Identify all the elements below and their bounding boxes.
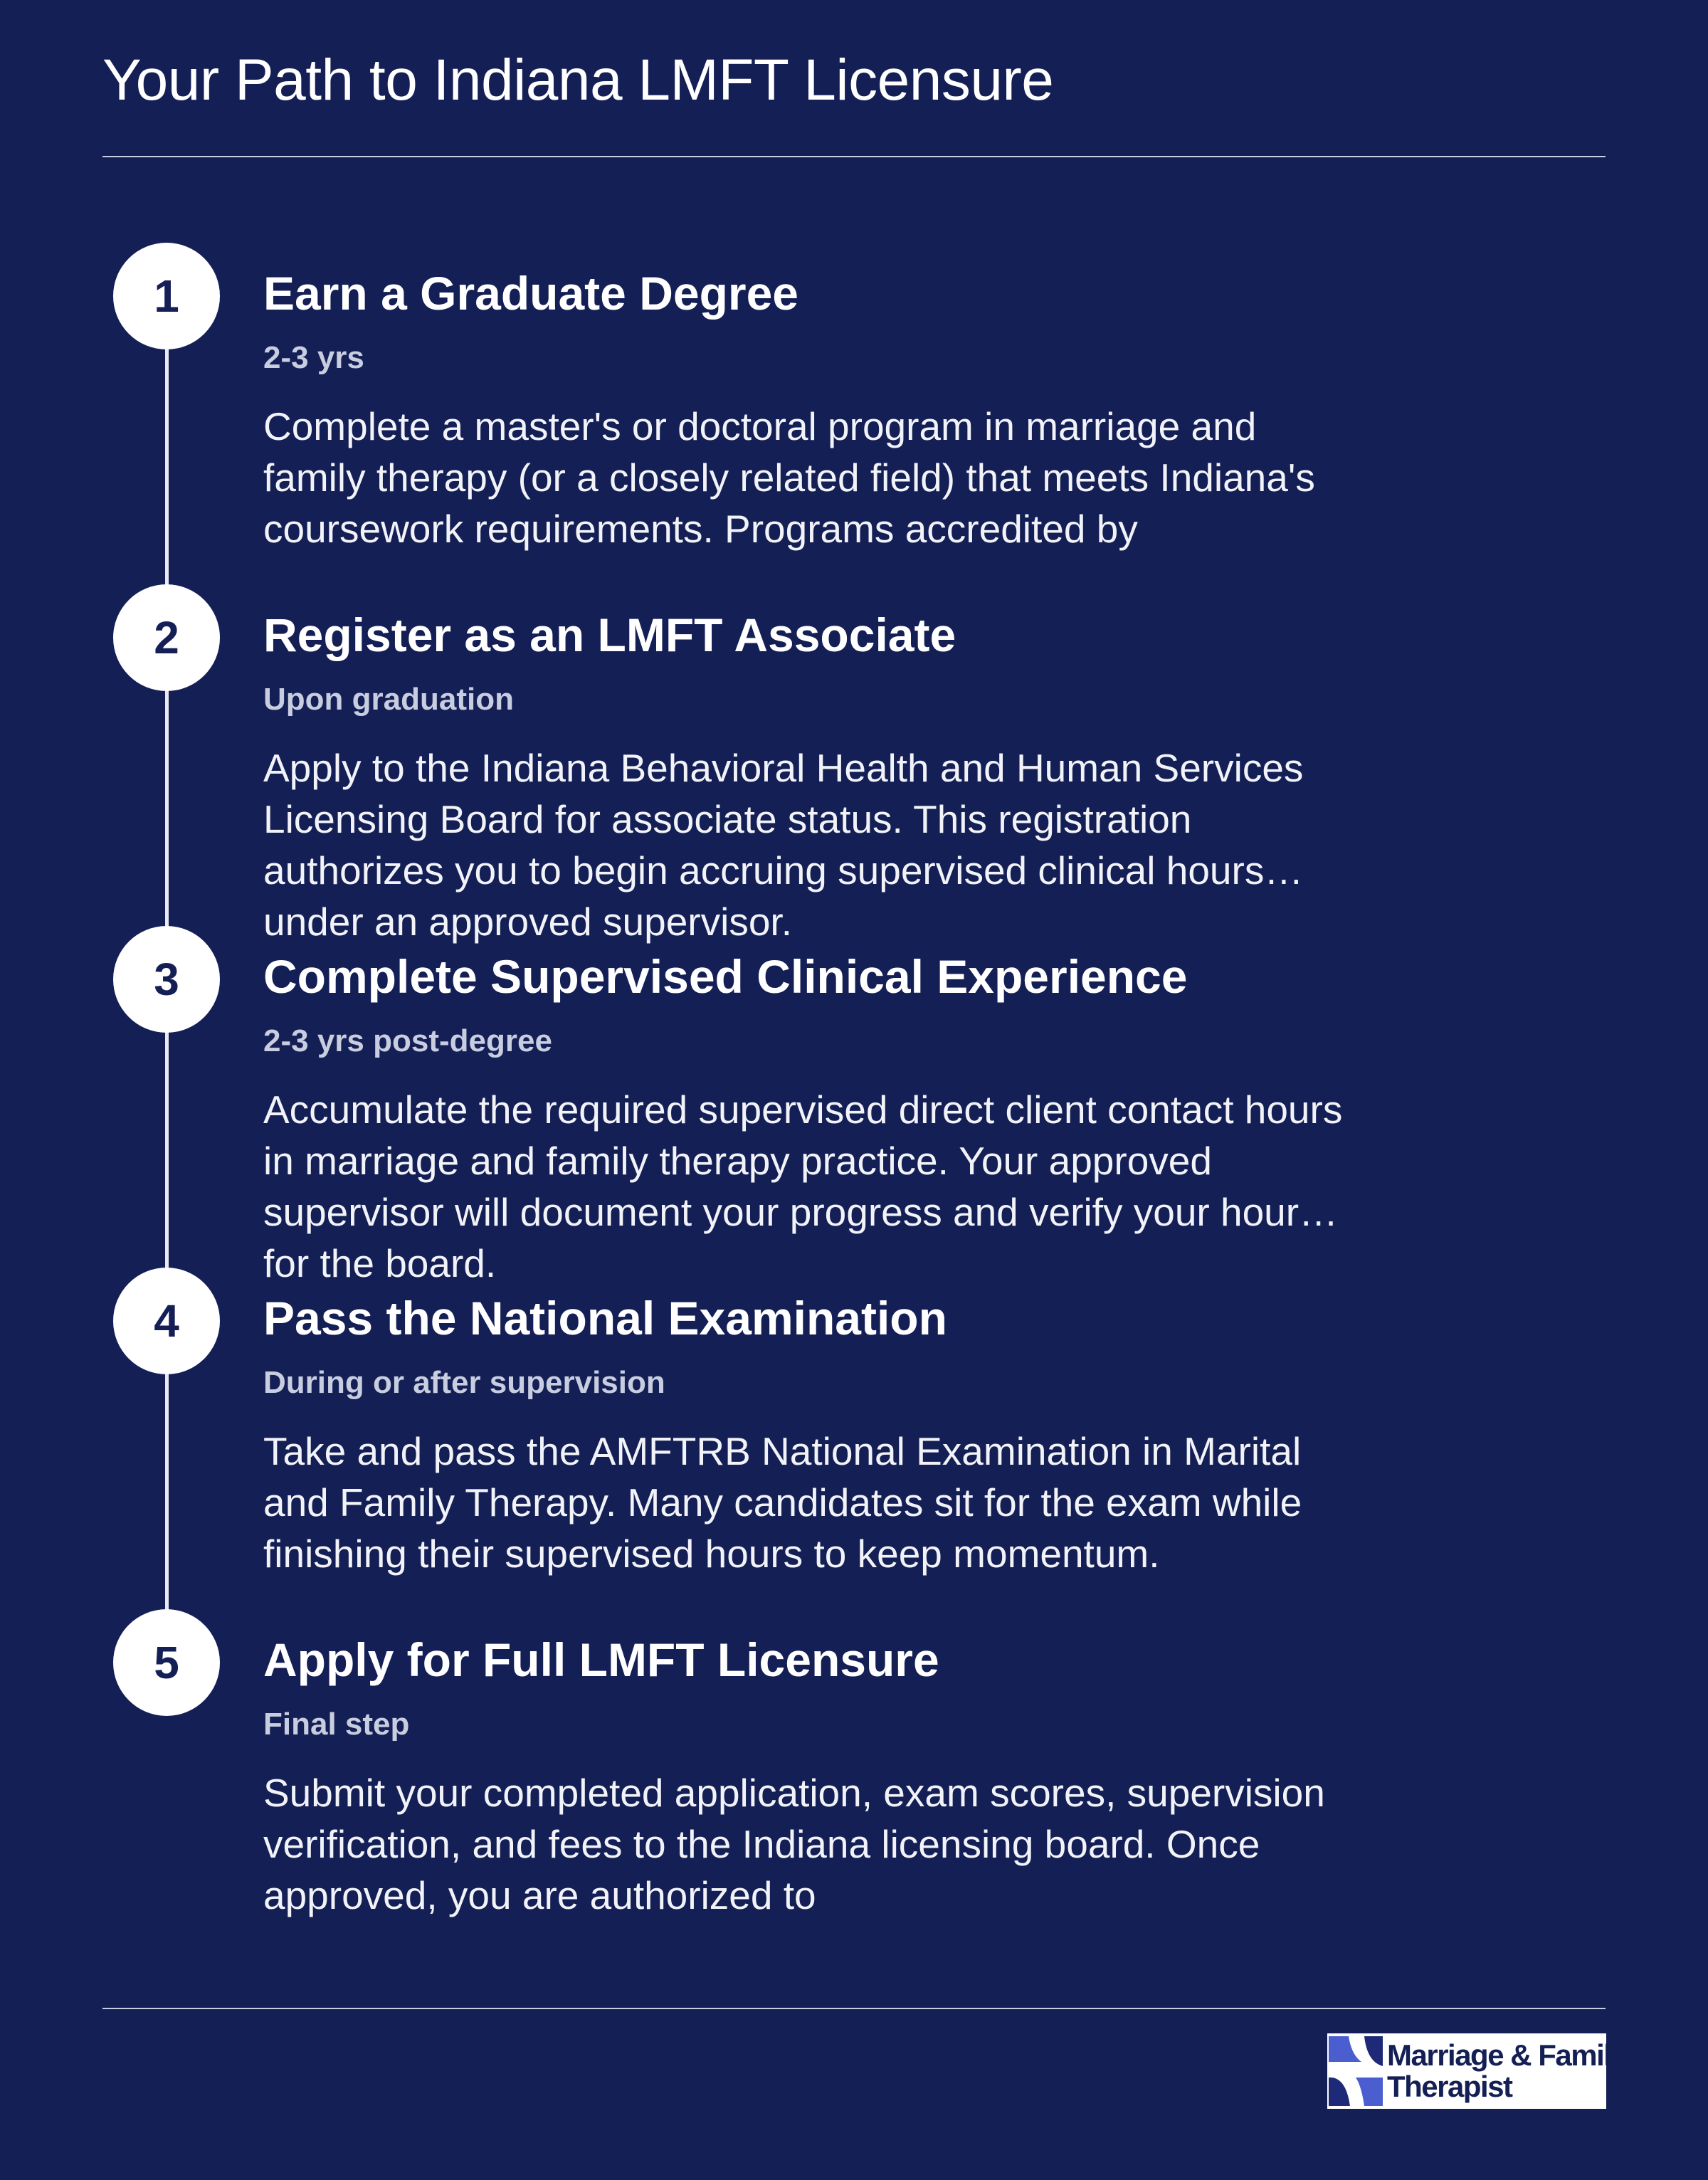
step-number-circle: 3 bbox=[113, 926, 220, 1033]
logo-line-1: Marriage & Family bbox=[1387, 2038, 1627, 2072]
step-duration: 2-3 yrs bbox=[263, 340, 364, 375]
page-title: Your Path to Indiana LMFT Licensure bbox=[102, 48, 1054, 112]
step-number-circle: 4 bbox=[113, 1268, 220, 1374]
step-1 bbox=[0, 243, 1708, 584]
step-title: Register as an LMFT Associate bbox=[263, 609, 956, 661]
logo-text bbox=[1387, 2040, 1626, 2102]
step-number-circle: 5 bbox=[113, 1609, 220, 1716]
step-description: Apply to the Indiana Behavioral Health and Human Services Licensing Board for associate status. This registration authorizes you to begin accruing supervised clinical hours under an approved supervisor. bbox=[263, 746, 1304, 944]
header-divider bbox=[102, 156, 1606, 157]
step-duration: 2-3 yrs post-degree bbox=[263, 1023, 552, 1058]
footer-divider bbox=[102, 2008, 1606, 2009]
step-description: Accumulate the required supervised direct client contact hours in marriage and family therapy practice. Your approved supervisor will document your progress and verify your hours for the board. bbox=[263, 1088, 1343, 1285]
step-duration: During or after supervision bbox=[263, 1365, 665, 1400]
step-3 bbox=[0, 926, 1708, 1285]
logo-mark-icon bbox=[1327, 2033, 1384, 2109]
step-description: Submit your completed application, exam scores, supervision verification, and fees to the Indiana licensing board. Once approved, you are authorized to bbox=[263, 1771, 1325, 1917]
step-duration: Upon graduation bbox=[263, 682, 514, 717]
step-2 bbox=[0, 584, 1708, 944]
step-description: Take and pass the AMFTRB National Examination in Marital and Family Therapy. Many candidates sit for the exam while finishing their supervised hours to keep momentum. bbox=[263, 1429, 1302, 1576]
logo-line-2: Therapist bbox=[1387, 2070, 1512, 2103]
step-title: Apply for Full LMFT Licensure bbox=[263, 1633, 939, 1686]
brand-logo bbox=[1327, 2033, 1627, 2109]
step-title: Earn a Graduate Degree bbox=[263, 267, 798, 320]
step-title: Complete Supervised Clinical Experience bbox=[263, 950, 1188, 1003]
step-number-circle: 2 bbox=[113, 584, 220, 691]
step-number-circle: 1 bbox=[113, 243, 220, 349]
step-description: Complete a master's or doctoral program in marriage and family therapy (or a closely related field) that meets Indiana's coursework requirements. Programs accredited by bbox=[263, 404, 1315, 551]
step-5 bbox=[0, 1609, 1708, 1951]
step-4 bbox=[0, 1268, 1708, 1609]
step-duration: Final step bbox=[263, 1707, 410, 1742]
step-title: Pass the National Examination bbox=[263, 1292, 947, 1344]
